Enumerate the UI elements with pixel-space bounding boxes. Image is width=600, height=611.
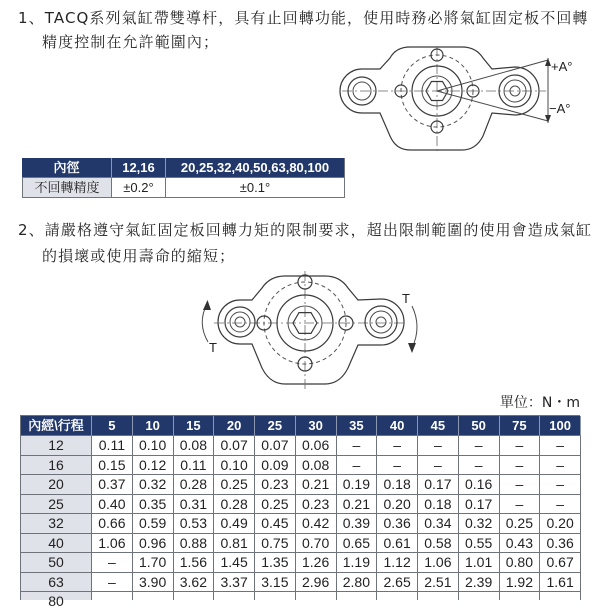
torque-value-cell: 2.80 bbox=[337, 573, 378, 593]
torque-value-cell: – bbox=[500, 436, 541, 456]
torque-row-bore: 40 bbox=[21, 534, 92, 554]
note-1-number: 1、 bbox=[18, 9, 45, 27]
torque-value-cell: 0.58 bbox=[418, 534, 459, 554]
torque-value-cell: 1.26 bbox=[296, 553, 337, 573]
torque-value-cell: 2.39 bbox=[459, 573, 500, 593]
torque-value-cell: – bbox=[377, 456, 418, 476]
torque-value-cell: 0.36 bbox=[377, 514, 418, 534]
torque-value-cell: – bbox=[459, 456, 500, 476]
torque-value-cell bbox=[500, 592, 541, 600]
torque-value-cell bbox=[418, 592, 459, 600]
rotation-torque-diagram bbox=[190, 268, 430, 392]
torque-value-cell: 0.25 bbox=[500, 514, 541, 534]
torque-row-bore: 32 bbox=[21, 514, 92, 534]
torque-value-cell: 0.43 bbox=[500, 534, 541, 554]
unit-label: 單位：N・m bbox=[499, 395, 580, 411]
torque-value-cell bbox=[174, 592, 215, 600]
torque-header-stroke: 15 bbox=[174, 416, 215, 436]
torque-value-cell: 0.07 bbox=[214, 436, 255, 456]
angle-line-lower bbox=[437, 91, 548, 121]
torque-value-cell: 0.42 bbox=[296, 514, 337, 534]
torque-value-cell: – bbox=[459, 436, 500, 456]
torque-value-cell: 0.17 bbox=[459, 495, 500, 515]
torque-value-cell: 0.08 bbox=[296, 456, 337, 476]
left-torque-arrowhead bbox=[203, 300, 211, 310]
torque-value-cell: 1.70 bbox=[133, 553, 174, 573]
torque-value-cell: 1.06 bbox=[418, 553, 459, 573]
accuracy-row-label: 不回轉精度 bbox=[22, 178, 112, 198]
torque-value-cell: 0.18 bbox=[377, 475, 418, 495]
torque-value-cell: 0.55 bbox=[459, 534, 500, 554]
torque-value-cell: 2.51 bbox=[418, 573, 459, 593]
torque-value-cell: 0.39 bbox=[337, 514, 378, 534]
torque-value-cell: – bbox=[377, 436, 418, 456]
torque-value-cell: 0.32 bbox=[133, 475, 174, 495]
torque-value-cell: 3.62 bbox=[174, 573, 215, 593]
note-1-line-2: 精度控制在允許範圍內； bbox=[42, 33, 220, 51]
note-1-text-1: TACQ系列氣缸帶雙導杆，具有止回轉功能，使用時務必將氣缸固定板不回轉 bbox=[44, 9, 589, 27]
torque-value-cell: – bbox=[92, 573, 133, 593]
torque-value-cell: 2.65 bbox=[377, 573, 418, 593]
torque-value-cell: 1.35 bbox=[255, 553, 296, 573]
torque-value-cell: 0.06 bbox=[296, 436, 337, 456]
note-2-line-1 bbox=[18, 221, 592, 239]
torque-value-cell: 3.90 bbox=[133, 573, 174, 593]
torque-value-cell: 1.12 bbox=[377, 553, 418, 573]
torque-header-corner: 內經\行程 bbox=[21, 416, 92, 436]
torque-value-cell: 0.96 bbox=[133, 534, 174, 554]
left-torque-label: T bbox=[209, 340, 217, 355]
accuracy-header-large: 20,25,32,40,50,63,80,100 bbox=[166, 158, 345, 178]
torque-header-stroke: 20 bbox=[214, 416, 255, 436]
torque-value-cell bbox=[377, 592, 418, 600]
accuracy-value-small: ±0.2° bbox=[112, 178, 166, 198]
left-guide-inner bbox=[235, 317, 245, 327]
torque-value-cell: 0.28 bbox=[174, 475, 215, 495]
torque-value-cell: 0.23 bbox=[296, 495, 337, 515]
torque-value-cell: – bbox=[92, 553, 133, 573]
right-torque-label: T bbox=[402, 291, 410, 306]
note-2-text-1: 請嚴格遵守氣缸固定板回轉力矩的限制要求，超出限制範圍的使用會造成氣缸 bbox=[44, 221, 593, 239]
torque-value-cell bbox=[92, 592, 133, 600]
torque-value-cell: – bbox=[337, 456, 378, 476]
torque-table bbox=[20, 415, 580, 609]
torque-value-cell: 0.80 bbox=[500, 553, 541, 573]
torque-value-cell: – bbox=[500, 495, 541, 515]
torque-value-cell bbox=[296, 592, 337, 600]
torque-value-cell: 1.56 bbox=[174, 553, 215, 573]
torque-value-cell: 0.49 bbox=[214, 514, 255, 534]
angle-arrow-down bbox=[545, 115, 551, 123]
torque-value-cell: 0.37 bbox=[92, 475, 133, 495]
torque-value-cell: 1.06 bbox=[92, 534, 133, 554]
torque-value-cell: 0.61 bbox=[377, 534, 418, 554]
torque-value-cell: – bbox=[500, 456, 541, 476]
torque-row-bore: 50 bbox=[21, 553, 92, 573]
torque-value-cell: 0.67 bbox=[540, 553, 581, 573]
torque-row-bore: 12 bbox=[21, 436, 92, 456]
torque-value-cell bbox=[133, 592, 174, 600]
torque-value-cell: – bbox=[540, 456, 581, 476]
torque-value-cell: – bbox=[418, 456, 459, 476]
torque-value-cell: 0.10 bbox=[133, 436, 174, 456]
torque-value-cell: 1.92 bbox=[500, 573, 541, 593]
plate-outline bbox=[340, 47, 539, 150]
torque-value-cell: 1.19 bbox=[337, 553, 378, 573]
torque-header-stroke: 35 bbox=[337, 416, 378, 436]
torque-value-cell bbox=[214, 592, 255, 600]
accuracy-value-large: ±0.1° bbox=[166, 178, 345, 198]
right-guide-middle bbox=[370, 311, 392, 333]
torque-value-cell: 0.18 bbox=[418, 495, 459, 515]
torque-header-stroke: 50 bbox=[459, 416, 500, 436]
torque-header-stroke: 10 bbox=[133, 416, 174, 436]
torque-value-cell: 0.10 bbox=[214, 456, 255, 476]
accuracy-header-small: 12,16 bbox=[112, 158, 166, 178]
torque-value-cell: 0.59 bbox=[133, 514, 174, 534]
torque-header-stroke: 45 bbox=[418, 416, 459, 436]
torque-value-cell: 0.53 bbox=[174, 514, 215, 534]
torque-value-cell: 0.28 bbox=[214, 495, 255, 515]
torque-row-bore: 80 bbox=[21, 592, 92, 600]
right-guide-inner bbox=[376, 317, 386, 327]
torque-value-cell: – bbox=[540, 495, 581, 515]
torque-value-cell: 0.88 bbox=[174, 534, 215, 554]
torque-value-cell bbox=[337, 592, 378, 600]
torque-header-stroke: 30 bbox=[296, 416, 337, 436]
torque-value-cell: 0.25 bbox=[255, 495, 296, 515]
minus-angle-label: −A° bbox=[549, 101, 571, 116]
torque-value-cell bbox=[540, 592, 581, 600]
torque-value-cell: – bbox=[500, 475, 541, 495]
torque-value-cell: 0.08 bbox=[174, 436, 215, 456]
torque-value-cell: 0.23 bbox=[255, 475, 296, 495]
torque-value-cell: 0.21 bbox=[296, 475, 337, 495]
torque-value-cell: 0.19 bbox=[337, 475, 378, 495]
torque-value-cell: 0.36 bbox=[540, 534, 581, 554]
left-guide-middle bbox=[230, 312, 250, 332]
accuracy-table bbox=[22, 158, 345, 198]
torque-header-stroke: 40 bbox=[377, 416, 418, 436]
torque-header-stroke: 5 bbox=[92, 416, 133, 436]
torque-value-cell: – bbox=[540, 475, 581, 495]
torque-value-cell: 0.11 bbox=[174, 456, 215, 476]
torque-value-cell: 0.07 bbox=[255, 436, 296, 456]
torque-row-bore: 16 bbox=[21, 456, 92, 476]
torque-value-cell: 0.20 bbox=[377, 495, 418, 515]
torque-header-stroke: 25 bbox=[255, 416, 296, 436]
torque-value-cell: 0.70 bbox=[296, 534, 337, 554]
torque-value-cell: – bbox=[540, 436, 581, 456]
torque-value-cell: 2.96 bbox=[296, 573, 337, 593]
plus-angle-label: +A° bbox=[551, 59, 573, 74]
accuracy-header-bore: 內徑 bbox=[22, 158, 112, 178]
torque-value-cell: 1.61 bbox=[540, 573, 581, 593]
torque-value-cell: 0.45 bbox=[255, 514, 296, 534]
torque-value-cell: 0.31 bbox=[174, 495, 215, 515]
torque-value-cell: 0.11 bbox=[92, 436, 133, 456]
torque-header-stroke: 75 bbox=[500, 416, 541, 436]
torque-header-stroke: 100 bbox=[540, 416, 581, 436]
torque-value-cell: 0.25 bbox=[214, 475, 255, 495]
torque-value-cell: 3.15 bbox=[255, 573, 296, 593]
torque-value-cell: 0.32 bbox=[459, 514, 500, 534]
right-torque-arc bbox=[412, 306, 417, 348]
note-1-line-1 bbox=[18, 9, 589, 27]
torque-value-cell: 0.81 bbox=[214, 534, 255, 554]
torque-value-cell bbox=[255, 592, 296, 600]
torque-value-cell: 0.16 bbox=[459, 475, 500, 495]
right-torque-arrowhead bbox=[408, 343, 416, 353]
torque-value-cell: – bbox=[337, 436, 378, 456]
torque-value-cell: 0.35 bbox=[133, 495, 174, 515]
note-2-number: 2、 bbox=[18, 221, 45, 239]
torque-value-cell: 0.12 bbox=[133, 456, 174, 476]
torque-value-cell: 3.37 bbox=[214, 573, 255, 593]
torque-value-cell: 0.15 bbox=[92, 456, 133, 476]
torque-value-cell: – bbox=[418, 436, 459, 456]
torque-value-cell: 0.21 bbox=[337, 495, 378, 515]
torque-value-cell: 0.20 bbox=[540, 514, 581, 534]
angle-line-upper bbox=[437, 60, 548, 91]
torque-value-cell: 0.17 bbox=[418, 475, 459, 495]
torque-row-bore: 25 bbox=[21, 495, 92, 515]
torque-value-cell bbox=[459, 592, 500, 600]
torque-row-bore: 20 bbox=[21, 475, 92, 495]
torque-value-cell: 0.34 bbox=[418, 514, 459, 534]
torque-value-cell: 1.01 bbox=[459, 553, 500, 573]
note-2-line-2: 的損壞或使用壽命的縮短； bbox=[42, 247, 236, 265]
torque-value-cell: 1.45 bbox=[214, 553, 255, 573]
torque-value-cell: 0.66 bbox=[92, 514, 133, 534]
torque-row-bore: 63 bbox=[21, 573, 92, 593]
torque-value-cell: 0.75 bbox=[255, 534, 296, 554]
rotation-accuracy-diagram bbox=[330, 42, 592, 158]
torque-value-cell: 0.09 bbox=[255, 456, 296, 476]
torque-value-cell: 0.65 bbox=[337, 534, 378, 554]
torque-value-cell: 0.40 bbox=[92, 495, 133, 515]
